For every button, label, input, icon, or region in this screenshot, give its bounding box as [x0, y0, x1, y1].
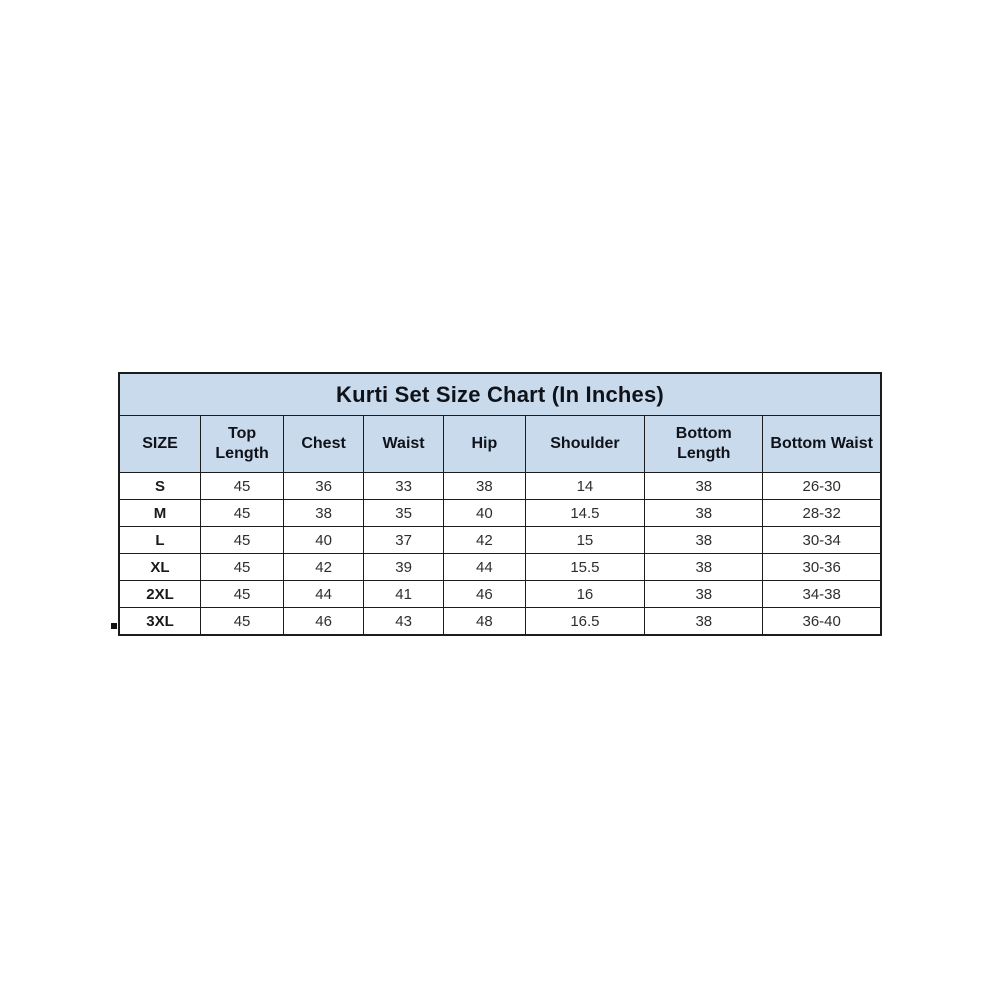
column-header-hip: Hip: [444, 416, 526, 473]
measurement-value: 30-34: [763, 527, 881, 554]
measurement-value: 45: [201, 581, 284, 608]
corner-artifact: [111, 623, 117, 629]
measurement-value: 43: [364, 608, 444, 636]
measurement-value: 46: [284, 608, 364, 636]
measurement-value: 38: [645, 608, 763, 636]
measurement-value: 28-32: [763, 500, 881, 527]
size-label: M: [119, 500, 201, 527]
measurement-value: 15.5: [525, 554, 645, 581]
measurement-value: 39: [364, 554, 444, 581]
measurement-value: 42: [284, 554, 364, 581]
measurement-value: 14.5: [525, 500, 645, 527]
measurement-value: 46: [444, 581, 526, 608]
measurement-value: 40: [444, 500, 526, 527]
measurement-value: 41: [364, 581, 444, 608]
column-header-shoulder: Shoulder: [525, 416, 645, 473]
measurement-value: 45: [201, 500, 284, 527]
size-label: 2XL: [119, 581, 201, 608]
measurement-value: 45: [201, 473, 284, 500]
size-chart-container: [118, 372, 882, 636]
table-header-row: [119, 416, 881, 473]
measurement-value: 14: [525, 473, 645, 500]
measurement-value: 38: [645, 473, 763, 500]
column-header-size: SIZE: [119, 416, 201, 473]
measurement-value: 38: [645, 527, 763, 554]
measurement-value: 38: [645, 500, 763, 527]
measurement-value: 45: [201, 554, 284, 581]
measurement-value: 16: [525, 581, 645, 608]
measurement-value: 34-38: [763, 581, 881, 608]
table-row-s: [119, 473, 881, 500]
size-chart-table: [118, 372, 882, 636]
measurement-value: 40: [284, 527, 364, 554]
table-row-2xl: [119, 581, 881, 608]
measurement-value: 38: [444, 473, 526, 500]
measurement-value: 45: [201, 608, 284, 636]
table-row-l: [119, 527, 881, 554]
measurement-value: 36: [284, 473, 364, 500]
measurement-value: 33: [364, 473, 444, 500]
measurement-value: 44: [284, 581, 364, 608]
table-row-m: [119, 500, 881, 527]
measurement-value: 16.5: [525, 608, 645, 636]
measurement-value: 35: [364, 500, 444, 527]
measurement-value: 15: [525, 527, 645, 554]
measurement-value: 26-30: [763, 473, 881, 500]
column-header-bottom-waist: Bottom Waist: [763, 416, 881, 473]
measurement-value: 44: [444, 554, 526, 581]
measurement-value: 38: [284, 500, 364, 527]
measurement-value: 36-40: [763, 608, 881, 636]
column-header-bottom-length: Bottom Length: [645, 416, 763, 473]
table-row-3xl: [119, 608, 881, 636]
table-row-xl: [119, 554, 881, 581]
size-label: 3XL: [119, 608, 201, 636]
table-title: Kurti Set Size Chart (In Inches): [119, 373, 881, 416]
measurement-value: 38: [645, 554, 763, 581]
measurement-value: 42: [444, 527, 526, 554]
table-title-row: [119, 373, 881, 416]
column-header-chest: Chest: [284, 416, 364, 473]
size-label: XL: [119, 554, 201, 581]
measurement-value: 30-36: [763, 554, 881, 581]
size-label: L: [119, 527, 201, 554]
size-label: S: [119, 473, 201, 500]
measurement-value: 45: [201, 527, 284, 554]
measurement-value: 37: [364, 527, 444, 554]
measurement-value: 48: [444, 608, 526, 636]
table-body: [119, 473, 881, 636]
measurement-value: 38: [645, 581, 763, 608]
column-header-waist: Waist: [364, 416, 444, 473]
column-header-top-length: Top Length: [201, 416, 284, 473]
